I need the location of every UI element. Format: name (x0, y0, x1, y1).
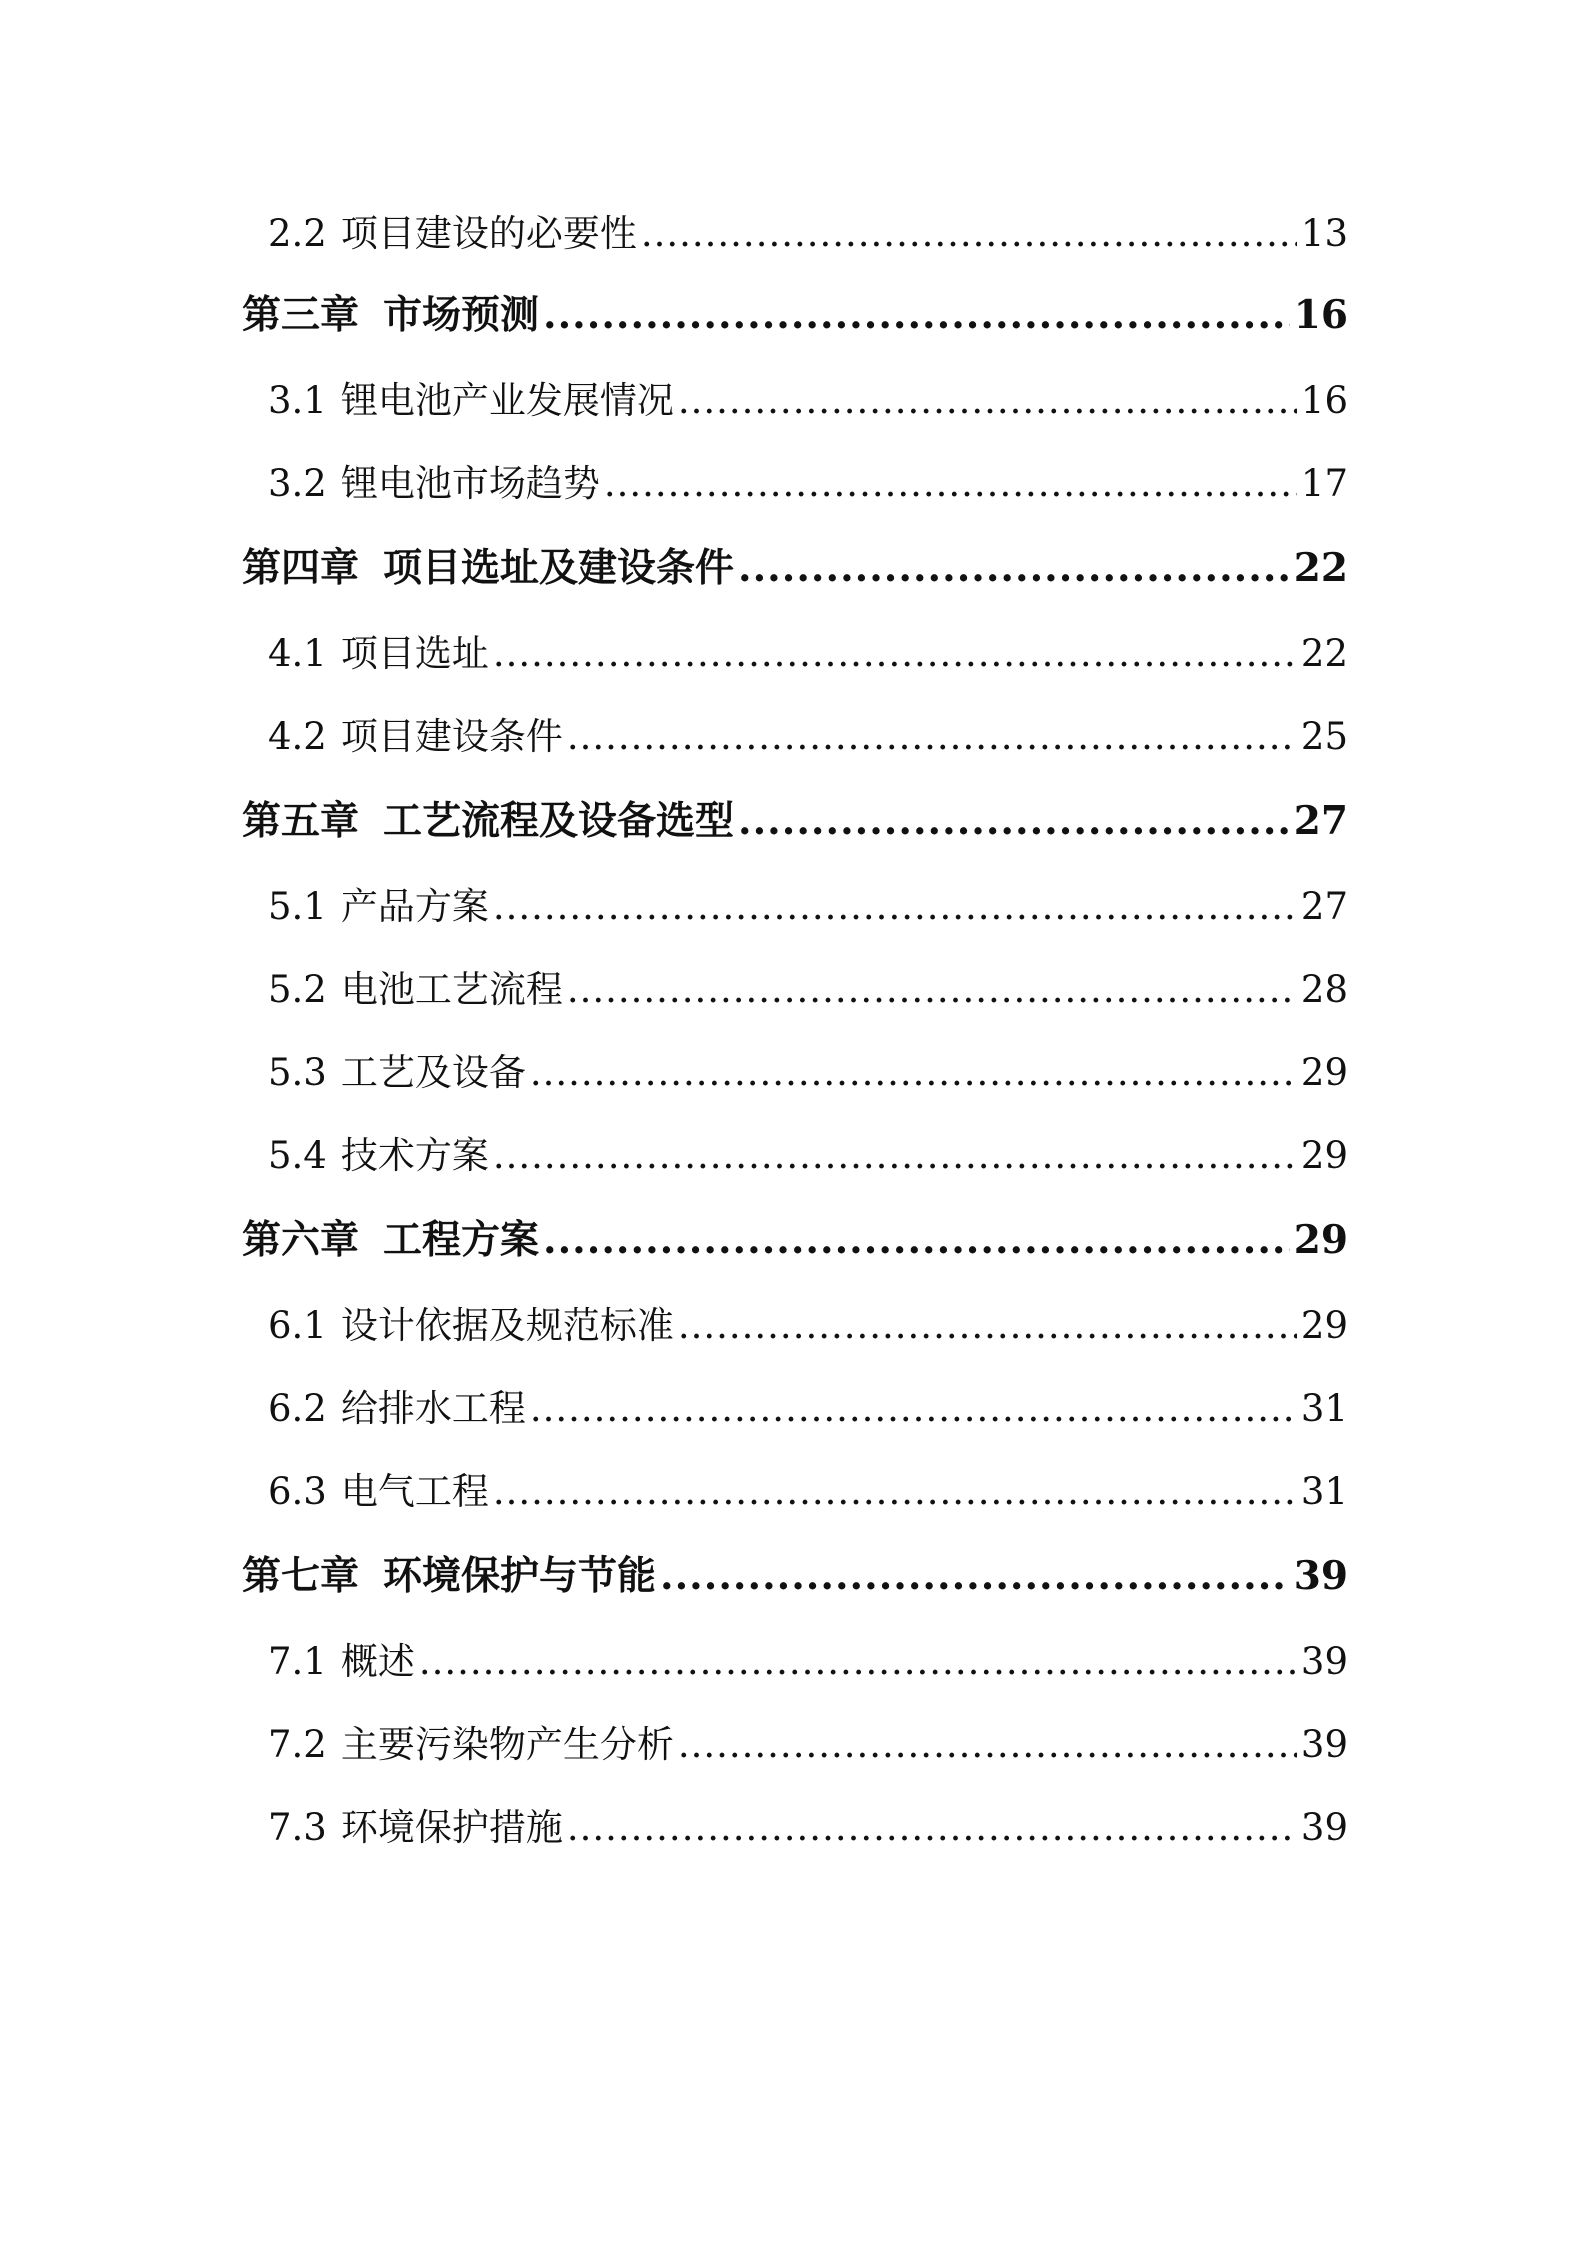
toc-entry-label (268, 1114, 489, 1197)
toc-entry-number: 6.3 (268, 1470, 327, 1513)
dot-leader (604, 442, 1297, 525)
toc-entry-label (242, 778, 734, 865)
toc-entry-label (268, 865, 489, 948)
toc-entry-page: 27 (1300, 885, 1348, 928)
toc-entry-label (268, 442, 600, 525)
dot-leader (493, 1450, 1297, 1533)
dot-leader (738, 778, 1290, 865)
toc-chapter-title: 工艺流程及设备选型 (383, 798, 735, 844)
dot-leader (678, 359, 1297, 442)
toc-entry-number: 7.3 (268, 1806, 327, 1849)
toc-chapter-number: 第四章 (242, 545, 360, 591)
toc-entry-page: 39 (1293, 1553, 1348, 1599)
toc-chapter-number: 第六章 (242, 1217, 360, 1263)
toc-chapter-number: 第五章 (242, 798, 360, 844)
toc-entry-7-3[interactable] (238, 1786, 1348, 1869)
dot-leader (543, 272, 1290, 359)
toc-entry-page: 29 (1300, 1051, 1348, 1094)
toc-entry-4-1[interactable] (238, 612, 1348, 695)
toc-entry-page: 31 (1300, 1470, 1348, 1513)
toc-chapter-number: 第七章 (242, 1553, 360, 1599)
toc-entry-number: 5.1 (268, 885, 327, 928)
toc-entry-page: 39 (1300, 1640, 1348, 1683)
toc-entry-label (268, 1284, 674, 1367)
toc-entry-label (268, 359, 674, 442)
toc-entry-number: 5.4 (268, 1134, 327, 1177)
toc-entry-title: 给排水工程 (340, 1387, 526, 1430)
toc-entry-label (242, 1533, 656, 1620)
toc-entry-title: 概述 (340, 1640, 415, 1683)
toc-entry-page: 13 (1300, 212, 1348, 255)
toc-entry-5-3[interactable] (238, 1031, 1348, 1114)
toc-chapter-number: 第三章 (242, 292, 360, 338)
toc-entry-label (268, 948, 563, 1031)
toc-entry-6-2[interactable] (238, 1367, 1348, 1450)
toc-chapter-title: 环境保护与节能 (383, 1553, 657, 1599)
toc-entry-5-1[interactable] (238, 865, 1348, 948)
toc-entry-page: 16 (1293, 292, 1348, 338)
toc-entry-7-2[interactable] (238, 1703, 1348, 1786)
dot-leader (493, 1114, 1297, 1197)
toc-entry-label (242, 525, 734, 612)
dot-leader (419, 1620, 1297, 1703)
dot-leader (530, 1031, 1297, 1114)
dot-leader (493, 612, 1297, 695)
toc-chapter-4[interactable] (238, 525, 1348, 612)
toc-entry-3-2[interactable] (238, 442, 1348, 525)
toc-chapter-title: 市场预测 (383, 292, 540, 338)
toc-entry-number: 7.2 (268, 1723, 327, 1766)
toc-chapter-7[interactable] (238, 1533, 1348, 1620)
toc-entry-6-1[interactable] (238, 1284, 1348, 1367)
dot-leader (567, 695, 1297, 778)
toc-entry-title: 项目建设条件 (340, 715, 563, 758)
toc-entry-title: 产品方案 (340, 885, 489, 928)
toc-entry-label (268, 196, 637, 272)
dot-leader (530, 1367, 1297, 1450)
table-of-contents (238, 196, 1348, 1869)
dot-leader (678, 1284, 1297, 1367)
toc-entry-title: 项目选址 (340, 632, 489, 675)
dot-leader (567, 948, 1297, 1031)
toc-chapter-3[interactable] (238, 272, 1348, 359)
toc-entry-number: 4.2 (268, 715, 327, 758)
toc-entry-page: 39 (1300, 1723, 1348, 1766)
toc-entry-title: 锂电池市场趋势 (340, 462, 600, 505)
toc-entry-page: 25 (1300, 715, 1348, 758)
toc-entry-number: 3.2 (268, 462, 327, 505)
toc-entry-label (242, 272, 539, 359)
toc-entry-number: 2.2 (268, 212, 327, 255)
toc-entry-number: 6.1 (268, 1304, 327, 1347)
dot-leader (493, 865, 1297, 948)
toc-entry-7-1[interactable] (238, 1620, 1348, 1703)
toc-chapter-5[interactable] (238, 778, 1348, 865)
toc-entry-page: 29 (1300, 1304, 1348, 1347)
toc-entry-title: 电气工程 (340, 1470, 489, 1513)
toc-entry-label (268, 1620, 415, 1703)
toc-entry-title: 电池工艺流程 (340, 968, 563, 1011)
toc-entry-number: 5.2 (268, 968, 327, 1011)
toc-entry-label (268, 612, 489, 695)
toc-entry-page: 39 (1300, 1806, 1348, 1849)
toc-entry-label (268, 1786, 563, 1869)
toc-entry-page: 31 (1300, 1387, 1348, 1430)
toc-entry-5-2[interactable] (238, 948, 1348, 1031)
toc-chapter-title: 工程方案 (383, 1217, 540, 1263)
toc-entry-5-4[interactable] (238, 1114, 1348, 1197)
toc-entry-title: 锂电池产业发展情况 (340, 379, 674, 422)
toc-entry-page: 22 (1300, 632, 1348, 675)
toc-chapter-title: 项目选址及建设条件 (383, 545, 735, 591)
toc-entry-page: 22 (1293, 545, 1348, 591)
toc-entry-title: 设计依据及规范标准 (340, 1304, 674, 1347)
dot-leader (567, 1786, 1297, 1869)
dot-leader (543, 1197, 1290, 1284)
toc-entry-2-2[interactable] (238, 196, 1348, 272)
dot-leader (678, 1703, 1297, 1786)
dot-leader (738, 525, 1290, 612)
toc-entry-page: 27 (1293, 798, 1348, 844)
dot-leader (660, 1533, 1290, 1620)
toc-entry-label (268, 1031, 526, 1114)
toc-entry-number: 4.1 (268, 632, 327, 675)
toc-entry-number: 3.1 (268, 379, 327, 422)
toc-entry-number: 7.1 (268, 1640, 327, 1683)
toc-entry-page: 17 (1300, 462, 1348, 505)
toc-entry-title: 工艺及设备 (340, 1051, 526, 1094)
toc-entry-title: 主要污染物产生分析 (340, 1723, 674, 1766)
toc-entry-page: 29 (1300, 1134, 1348, 1177)
toc-entry-number: 5.3 (268, 1051, 327, 1094)
toc-entry-label (242, 1197, 539, 1284)
toc-entry-3-1[interactable] (238, 359, 1348, 442)
toc-entry-title: 技术方案 (340, 1134, 489, 1177)
toc-entry-number: 6.2 (268, 1387, 327, 1430)
toc-entry-title: 项目建设的必要性 (340, 212, 637, 255)
toc-entry-6-3[interactable] (238, 1450, 1348, 1533)
toc-entry-label (268, 1367, 526, 1450)
toc-entry-label (268, 1703, 674, 1786)
toc-entry-label (268, 1450, 489, 1533)
toc-entry-page: 29 (1293, 1217, 1348, 1263)
toc-entry-label (268, 695, 563, 778)
toc-entry-title: 环境保护措施 (340, 1806, 563, 1849)
toc-entry-4-2[interactable] (238, 695, 1348, 778)
dot-leader (641, 196, 1297, 272)
toc-chapter-6[interactable] (238, 1197, 1348, 1284)
toc-entry-page: 28 (1300, 968, 1348, 1011)
toc-entry-page: 16 (1300, 379, 1348, 422)
